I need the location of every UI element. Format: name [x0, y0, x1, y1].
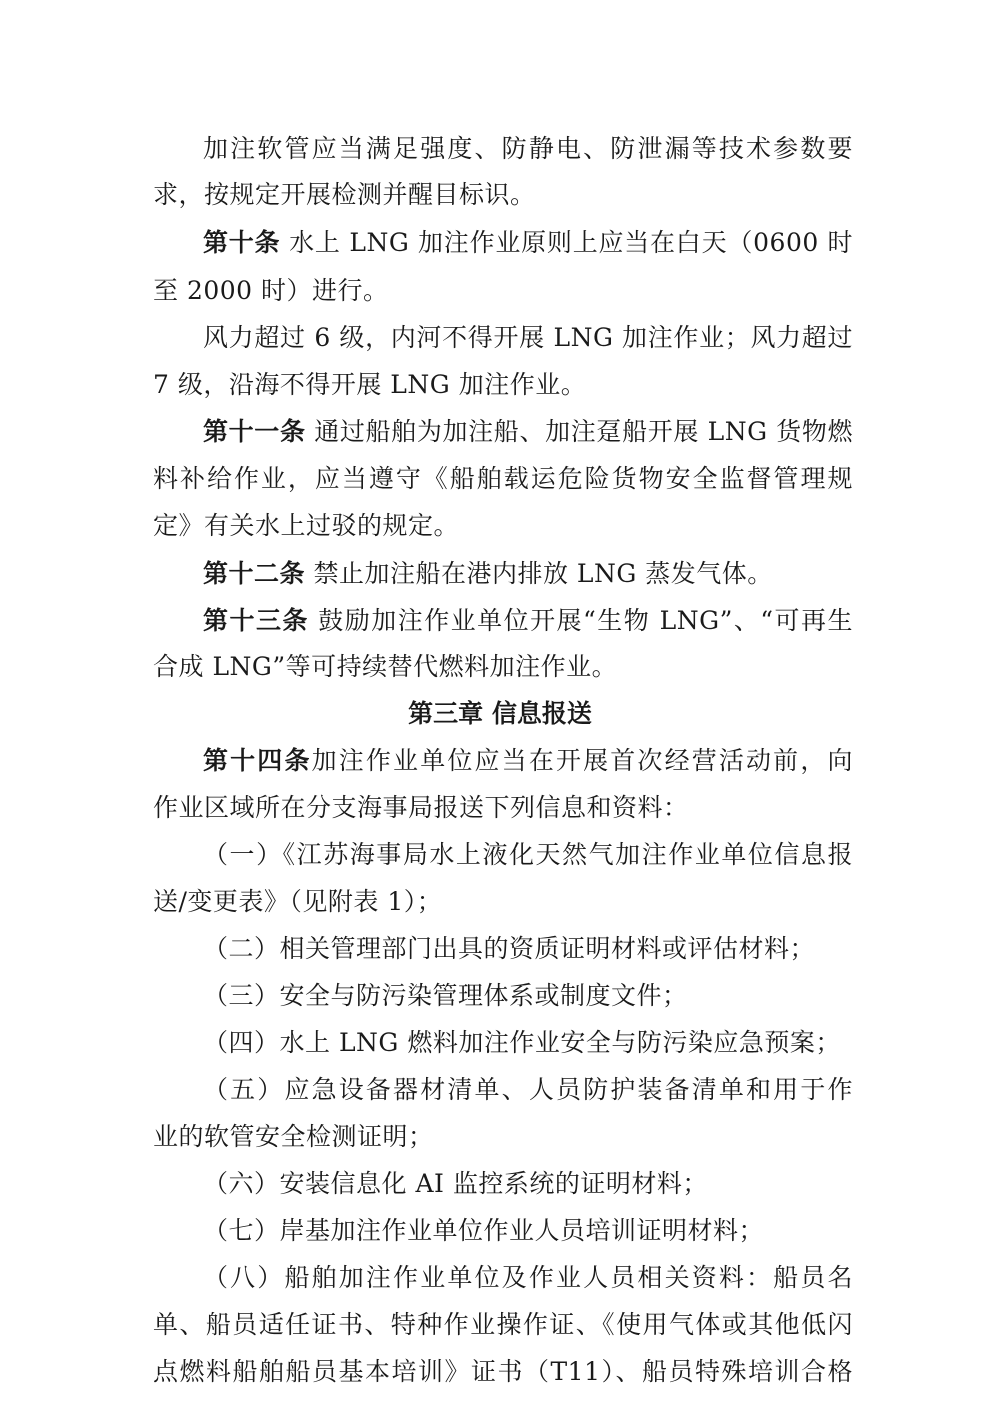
list-item: （五）应急设备器材清单、人员防护装备清单和用于作 [203, 1075, 853, 1104]
paragraph-line: 风力超过 6 级，内河不得开展 LNG 加注作业；风力超过 [203, 323, 853, 352]
list-item: （八）船舶加注作业单位及作业人员相关资料：船员名 [203, 1263, 853, 1292]
article-14-line: 第十四条加注作业单位应当在开展首次经营活动前，向 [153, 744, 853, 778]
list-item-line: 业的软管安全检测证明； [153, 1122, 434, 1151]
article-label: 第十四条 [203, 746, 312, 775]
paragraph-line: 至 2000 时）进行。 [153, 276, 389, 305]
list-item-line: 送/变更表》（见附表 1）； [153, 887, 443, 916]
list-item-line: 点燃料船舶船员基本培训》证书（T11）、船员特殊培训合格 [153, 1357, 853, 1386]
list-item-line: 单、船员适任证书、特种作业操作证、《使用气体或其他低闪 [153, 1310, 853, 1339]
list-item: （七）岸基加注作业单位作业人员培训证明材料； [203, 1216, 765, 1245]
paragraph-line: 作业区域所在分支海事局报送下列信息和资料： [153, 793, 689, 822]
article-10-line: 第十条 水上 LNG 加注作业原则上应当在白天（0600 时 [153, 226, 853, 260]
chapter-heading: 第三章 信息报送 [408, 699, 592, 728]
list-item: （二）相关管理部门出具的资质证明材料或评估材料； [203, 934, 816, 963]
paragraph-line: 料补给作业，应当遵守《船舶载运危险货物安全监督管理规 [153, 464, 853, 493]
article-11-line: 第十一条 通过船舶为加注船、加注趸船开展 LNG 货物燃 [153, 415, 853, 449]
paragraph-line: 合成 LNG”等可持续替代燃料加注作业。 [153, 652, 618, 681]
article-13-line: 第十三条 鼓励加注作业单位开展“生物 LNG”、“可再生 [153, 604, 853, 638]
list-item: （一）《江苏海事局水上液化天然气加注作业单位信息报 [203, 840, 853, 869]
list-item: （六）安装信息化 AI 监控系统的证明材料； [203, 1169, 708, 1198]
list-item: （四）水上 LNG 燃料加注作业安全与防污染应急预案； [203, 1028, 841, 1057]
paragraph-line: 定》有关水上过驳的规定。 [153, 511, 460, 540]
paragraph-line: 加注软管应当满足强度、防静电、防泄漏等技术参数要 [203, 134, 853, 163]
list-item: （三）安全与防污染管理体系或制度文件； [203, 981, 688, 1010]
article-label: 第十二条 [203, 559, 306, 588]
article-label: 第十一条 [203, 417, 306, 446]
article-label: 第十条 [203, 228, 281, 257]
paragraph-line: 求，按规定开展检测并醒目标识。 [153, 180, 536, 209]
article-12-line: 第十二条 禁止加注船在港内排放 LNG 蒸发气体。 [153, 557, 853, 591]
article-label: 第十三条 [203, 606, 309, 635]
paragraph-line: 7 级，沿海不得开展 LNG 加注作业。 [153, 370, 587, 399]
